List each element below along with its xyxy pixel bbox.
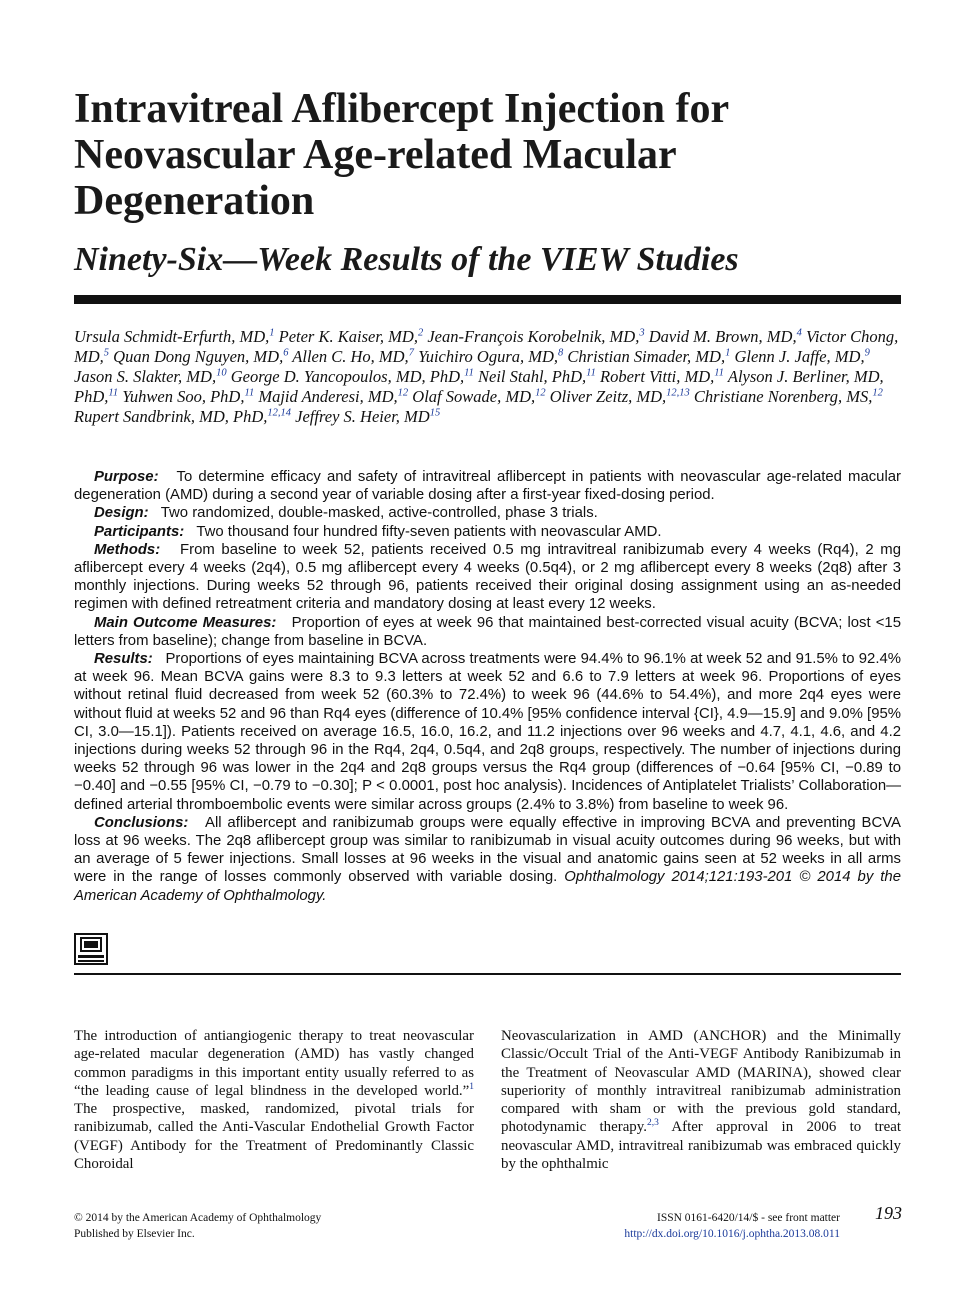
author-name: David M. Brown, MD, bbox=[648, 327, 797, 346]
author-name: Allen C. Ho, MD, bbox=[292, 347, 409, 366]
abstract-outcome: Main Outcome Measures: Proportion of eyes at week 96 that maintained best-corrected visual acuity (BCVA; lost <15 letters from baseline); change from baseline in BCVA. bbox=[74, 614, 901, 649]
author-name: Robert Vitti, MD, bbox=[600, 367, 715, 386]
affiliation-link[interactable]: 11 bbox=[108, 387, 119, 399]
author-name: Yuichiro Ogura, MD, bbox=[418, 347, 559, 366]
author-name: Jeffrey S. Heier, MD bbox=[295, 407, 430, 426]
affiliation-link[interactable]: 10 bbox=[216, 367, 227, 379]
author-name: Yuhwen Soo, PhD, bbox=[122, 387, 245, 406]
affiliation-link[interactable]: 15 bbox=[429, 407, 441, 419]
title-divider bbox=[74, 295, 901, 304]
reference-link[interactable]: 1 bbox=[469, 1081, 474, 1092]
affiliation-link[interactable]: 1 bbox=[725, 347, 731, 359]
body-column-left: The introduction of antiangiogenic therapy to treat neovascular age-related macular degeneration (AMD) has vastly changed common paradigms in this important entity usually referred to as “the leading cause of legal blindness in the developed world.”$^1$ The prospective, masked, randomized, pivotal trials for ranibizumab, called the Anti-Vascular Endothelial Growth Factor (VEGF) Antibody for the Treatment of Predominantly Classic Choroidal bbox=[74, 1028, 474, 1173]
author-name: Glenn J. Jaffe, MD, bbox=[734, 347, 865, 366]
affiliation-link[interactable]: 1 bbox=[269, 327, 275, 339]
affiliation-link[interactable]: 12 bbox=[872, 387, 883, 399]
affiliation-link[interactable]: 11 bbox=[244, 387, 255, 399]
author-name: Jean-François Korobelnik, MD, bbox=[427, 327, 640, 346]
affiliation-link[interactable]: 6 bbox=[283, 347, 289, 359]
body-column-right: Neovascularization in AMD (ANCHOR) and the Minimally Classic/Occult Trial of the Anti-VEGF Antibody Ranibizumab in the Treatment of Neovascular AMD (MARINA), showed clear superiority of monthly intravitreal ranibizumab administration compared with sham or with the previous gold standard, photodynamic therapy.$^{2,3}$ After approval in 2006 to treat neovascular AMD, intravitreal ranibizumab was embraced quickly by the ophthalmic bbox=[501, 1028, 901, 1173]
article-subtitle: Ninety-Six—Week Results of the VIEW Studies bbox=[74, 241, 739, 278]
author-list bbox=[74, 327, 901, 427]
affiliation-link[interactable]: 11 bbox=[586, 367, 596, 379]
abstract bbox=[74, 468, 901, 905]
publisher: Published by Elsevier Inc. bbox=[74, 1228, 195, 1240]
article-title: Intravitreal Aflibercept Injection for Neovascular Age-related Macular Degeneration bbox=[74, 86, 729, 224]
author-name: Christian Simader, MD, bbox=[567, 347, 726, 366]
affiliation-link[interactable]: 7 bbox=[408, 347, 414, 359]
affiliation-link[interactable]: 12 bbox=[397, 387, 409, 399]
footer-right bbox=[600, 1210, 840, 1242]
affiliation-link[interactable]: 5 bbox=[103, 347, 110, 359]
author-name: Christiane Norenberg, MS, bbox=[693, 387, 873, 406]
doi-link[interactable]: http://dx.doi.org/10.1016/j.ophtha.2013.08.011 bbox=[624, 1228, 840, 1240]
author-name: Oliver Zeitz, MD, bbox=[549, 387, 667, 406]
affiliation-link[interactable]: 12,13 bbox=[666, 387, 690, 399]
computer-icon[interactable] bbox=[74, 933, 108, 965]
citation: Ophthalmology 2014;121:193-201 © 2014 by the American Academy of Ophthalmology. bbox=[74, 869, 901, 904]
abstract-divider bbox=[74, 973, 901, 975]
affiliation-link[interactable]: 2 bbox=[417, 327, 424, 339]
affiliation-link[interactable]: 11 bbox=[464, 367, 474, 379]
author-name: Alyson J. Berliner, MD, PhD, bbox=[74, 367, 884, 406]
abstract-design: Design: Two randomized, double-masked, active-controlled, phase 3 trials. bbox=[94, 505, 598, 522]
affiliation-link[interactable]: 8 bbox=[558, 347, 564, 359]
affiliation-link[interactable]: 12 bbox=[535, 387, 546, 399]
author-name: Ursula Schmidt-Erfurth, MD, bbox=[74, 327, 270, 346]
affiliation-link[interactable]: 3 bbox=[639, 327, 645, 339]
author-name: Victor Chong, MD, bbox=[74, 327, 899, 366]
page-number: 193 bbox=[875, 1203, 902, 1223]
author-name: Quan Dong Nguyen, MD, bbox=[113, 347, 284, 366]
abstract-methods: Methods: From baseline to week 52, patients received 0.5 mg intravitreal ranibizumab every 4 weeks (Rq4), 2 mg aflibercept every 4 weeks (2q4), 0.5 mg aflibercept every 4 weeks (0.5q4), or 2 mg aflibercept every 8 weeks (2q8) after 3 monthly injections. During weeks 52 through 96, patients received their original dosing assignment using an as-needed regimen with defined retreatment criteria and mandatory dosing at least every 12 weeks. bbox=[74, 541, 901, 613]
author-name: George D. Yancopoulos, MD, PhD, bbox=[230, 367, 465, 386]
abstract-conclusions: Conclusions: All aflibercept and ranibizumab groups were equally effective in improving BCVA and preventing BCVA loss at 96 weeks. The 2q8 aflibercept group was similar to ranibizumab in visual acuity outcomes during 96 weeks, but with an average of 5 fewer injections. Small losses at 96 weeks in the visual and anatomic gains seen at 52 weeks in all arms were in the range of losses commonly observed with variable dosing. Ophthalmology 2014;121:193-201 © 2014 by the American Academy of Ophthalmology. bbox=[74, 814, 901, 904]
copyright: © 2014 by the American Academy of Ophthalmology bbox=[74, 1212, 322, 1224]
issn: ISSN 0161-6420/14/$ - see front matter bbox=[656, 1212, 840, 1224]
affiliation-link[interactable]: 9 bbox=[864, 347, 870, 359]
author-name: Olaf Sowade, MD, bbox=[412, 387, 536, 406]
author-name: Peter K. Kaiser, MD, bbox=[278, 327, 418, 346]
footer-left bbox=[74, 1210, 321, 1242]
author-name: Neil Stahl, PhD, bbox=[478, 367, 587, 386]
author-name: Jason S. Slakter, MD, bbox=[74, 367, 217, 386]
affiliation-link[interactable]: 11 bbox=[714, 367, 725, 379]
affiliation-link[interactable]: 4 bbox=[796, 327, 802, 339]
affiliation-link[interactable]: 12,14 bbox=[267, 407, 292, 419]
author-name: Rupert Sandbrink, MD, PhD, bbox=[74, 407, 268, 426]
reference-link[interactable]: 2,3 bbox=[646, 1118, 659, 1129]
abstract-results: Results: Proportions of eyes maintaining BCVA across treatments were 94.4% to 96.1% at week 52 and 91.5% to 92.4% at week 96. Mean BCVA gains were 8.3 to 9.3 letters at week 52 and 6.6 to 7.9 letters at week 96. Proportions of eyes without retinal fluid decreased from week 52 (60.3% to 72.4%) to week 96 (44.6% to 54.4%), and more 2q4 eyes were without fluid at weeks 52 and 96 than Rq4 eyes (difference of 10.4% [95% confidence interval {CI}, 4.9—15.9] and 9.0% [95% CI, 3.0—15.1]). Patients received on average 16.5, 16.0, 16.2, and 11.2 injections over 96 weeks and 4.7, 4.1, 4.6, and 4.2 injections during weeks 52 through 96 in the Rq4, 2q4, 0.5q4, and 2q8 groups, respectively. The number of injections during weeks 52 through 96 was lower in the 2q4 and 2q8 groups versus the Rq4 group (differences of −0.64 [95% CI, −0.89 to −0.40] and −0.55 [95% CI, −0.79 to −0.30]; P < 0.0001, post hoc analysis). Incidences of Antiplatelet Trialists’ Collaboration—defined arterial thromboembolic events were similar across groups (2.4% to 3.8%) from baseline to week 96. bbox=[74, 651, 901, 813]
abstract-participants: Participants: Two thousand four hundred fifty-seven patients with neovascular AMD. bbox=[94, 523, 662, 540]
author-name: Majid Anderesi, MD, bbox=[258, 387, 398, 406]
abstract-purpose: Purpose: To determine efficacy and safety of intravitreal aflibercept in patients with neovascular age-related macular degeneration (AMD) during a second year of variable dosing after a first-year fixed-dosing period. bbox=[74, 469, 901, 504]
